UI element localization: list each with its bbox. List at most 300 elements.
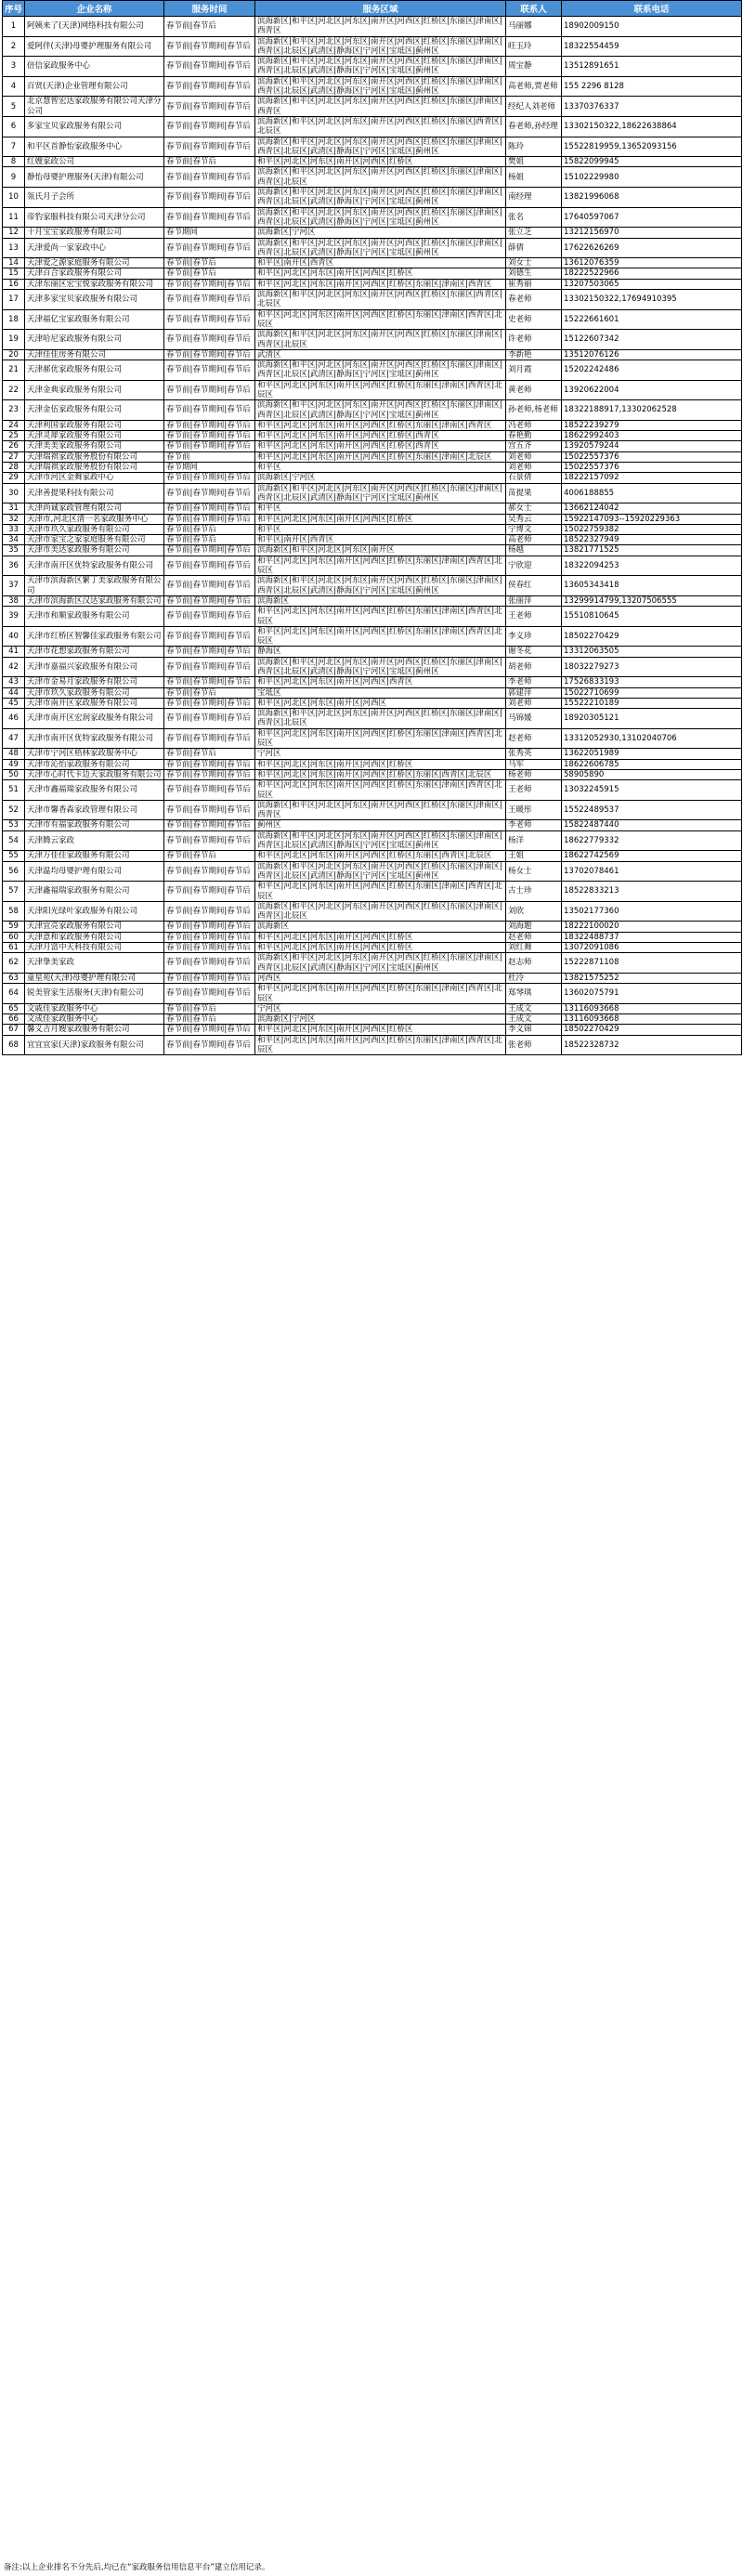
cell-contact: 王姐 xyxy=(506,851,562,861)
cell-company: 天津百合家政服务有限公司 xyxy=(25,268,164,279)
cell-company: 天津市美达家政服务有限公司 xyxy=(25,545,164,556)
cell-contact: 刘德生 xyxy=(506,268,562,279)
cell-contact: 刘红舞 xyxy=(506,943,562,953)
cell-no: 55 xyxy=(3,851,25,861)
cell-company: 天津市家宝之家家庭服务有限公司 xyxy=(25,535,164,545)
cell-service-time: 春节期间 xyxy=(164,228,255,238)
cell-contact: 侯春红 xyxy=(506,576,562,596)
table-row xyxy=(3,483,742,503)
cell-service-area: 和平区|河北区|河东区|南开区|河西区|红桥区|东丽区|津南区|西青区|北辰区 xyxy=(255,626,506,647)
cell-service-time: 春节前|春节期间|春节后 xyxy=(164,76,255,97)
header-service-area: 服务区域 xyxy=(255,1,506,17)
cell-service-time: 春节前|春节期间|春节后 xyxy=(164,830,255,851)
cell-contact: 薛倩 xyxy=(506,238,562,258)
cell-phone: 15102229980 xyxy=(562,167,742,188)
cell-company: 红嫂家政公司 xyxy=(25,157,164,167)
cell-contact: 谢冬花 xyxy=(506,647,562,657)
cell-service-time: 春节前|春节期间|春节后 xyxy=(164,698,255,708)
cell-service-area: 和平区|河北区|河东区|南开区|河西区|红桥区|西青区 xyxy=(255,431,506,441)
cell-service-area: 河西区 xyxy=(255,973,506,983)
cell-contact: 樊姐 xyxy=(506,157,562,167)
cell-contact: 周宝静 xyxy=(506,57,562,77)
cell-phone: 4006188855 xyxy=(562,483,742,503)
cell-contact: 旺玉玲 xyxy=(506,36,562,57)
cell-contact: 王成文 xyxy=(506,1014,562,1025)
cell-contact: 赵老师 xyxy=(506,728,562,749)
cell-service-time: 春节前|春节期间|春节后 xyxy=(164,1035,255,1055)
cell-no: 56 xyxy=(3,861,25,882)
cell-service-time: 春节前|春节期间|春节后 xyxy=(164,290,255,310)
cell-service-time: 春节前|春节期间|春节后 xyxy=(164,431,255,441)
cell-service-time: 春节前|春节后 xyxy=(164,535,255,545)
cell-contact: 刘女士 xyxy=(506,258,562,268)
cell-service-area: 和平区|河北区|河东区|南开区|河西区|红桥区 xyxy=(255,157,506,167)
cell-company: 爱阿伴(天津)母婴护理服务有限公司 xyxy=(25,36,164,57)
cell-company: 天津市南开区宏润家政服务有限公司 xyxy=(25,709,164,729)
cell-service-time: 春节前|春节后 xyxy=(164,1014,255,1025)
cell-company: 天津万佳佳家政服务有限公司 xyxy=(25,851,164,861)
cell-service-area: 宁河区 xyxy=(255,749,506,759)
table-row xyxy=(3,17,742,37)
cell-service-time: 春节前|春节期间|春节后 xyxy=(164,882,255,902)
cell-phone: 13212156970 xyxy=(562,228,742,238)
cell-contact: 刘老师 xyxy=(506,451,562,462)
cell-company: 帝豹家服科技有限公司天津分公司 xyxy=(25,207,164,228)
cell-service-time: 春节前|春节期间|春节后 xyxy=(164,973,255,983)
cell-no: 20 xyxy=(3,349,25,360)
cell-service-area: 滨海新区|和平区|河北区|河东区|南开区|河西区|红桥区|东丽区|津南区|西青区|北辰区|武清区|静海区|宁河区|宝坻区|蓟州区 xyxy=(255,483,506,503)
table-row xyxy=(3,759,742,769)
cell-phone: 18322554459 xyxy=(562,36,742,57)
table-row xyxy=(3,1035,742,1055)
cell-phone: 15022557376 xyxy=(562,451,742,462)
cell-service-time: 春节前|春节期间|春节后 xyxy=(164,238,255,258)
header-company: 企业名称 xyxy=(25,1,164,17)
cell-no: 59 xyxy=(3,922,25,932)
cell-contact: 杨姐 xyxy=(506,167,562,188)
cell-contact: 春老师 xyxy=(506,290,562,310)
cell-service-area: 滨海新区|宁河区 xyxy=(255,473,506,483)
cell-no: 60 xyxy=(3,932,25,942)
cell-contact: 张老师 xyxy=(506,1035,562,1055)
cell-company: 天津市心时代卡边天家政服务有限公司 xyxy=(25,769,164,779)
cell-phone: 13207503065 xyxy=(562,279,742,289)
cell-company: 天津月富中天科技有限公司 xyxy=(25,943,164,953)
cell-service-area: 滨海新区|和平区|河北区|河东区|南开区|河西区|红桥区|东丽区|津南区|西青区|北辰区|武清区|静海区|宁河区|宝坻区|蓟州区 xyxy=(255,36,506,57)
cell-contact: 刘海题 xyxy=(506,922,562,932)
table-row xyxy=(3,137,742,157)
cell-service-time: 春节前|春节后 xyxy=(164,268,255,279)
cell-phone: 13602075791 xyxy=(562,984,742,1004)
cell-company: 天津市有福家政服务有限公司 xyxy=(25,820,164,830)
cell-service-area: 和平区|河北区|河东区|南开区|河西区|红桥区|东丽区|津南区|西青区|北辰区 xyxy=(255,780,506,801)
cell-service-area: 武清区 xyxy=(255,349,506,360)
cell-company: 天津市玖久家政服务有限公司 xyxy=(25,687,164,698)
cell-company: 馨义吉月嫂家政服务有限公司 xyxy=(25,1025,164,1035)
cell-phone: 13312052930,13102040706 xyxy=(562,728,742,749)
cell-no: 3 xyxy=(3,57,25,77)
cell-service-area: 和平区|河北区|河东区|南开区|河西区|红桥区|西青区 xyxy=(255,441,506,451)
cell-company: 阿姨来了(天津)网络科技有限公司 xyxy=(25,17,164,37)
cell-company: 文戚佳家政服务中心 xyxy=(25,1003,164,1013)
header-no: 序号 xyxy=(3,1,25,17)
cell-phone: 13370376337 xyxy=(562,97,742,117)
table-row xyxy=(3,400,742,421)
cell-company: 十月宝宝家政服务有限公司 xyxy=(25,228,164,238)
table-header-row xyxy=(3,1,742,17)
table-row xyxy=(3,1003,742,1013)
cell-contact: 李义珍 xyxy=(506,626,562,647)
cell-company: 天津市南开区优特家政服务有限公司 xyxy=(25,556,164,576)
cell-no: 30 xyxy=(3,483,25,503)
cell-contact: 张丽萍 xyxy=(506,595,562,606)
cell-no: 37 xyxy=(3,576,25,596)
cell-service-area: 滨海新区 xyxy=(255,922,506,932)
cell-service-time: 春节前|春节期间|春节后 xyxy=(164,36,255,57)
table-row xyxy=(3,780,742,801)
cell-contact: 郝女士 xyxy=(506,503,562,514)
cell-company: 天津市嘉福兴家政服务有限公司 xyxy=(25,657,164,677)
cell-phone: 13502177360 xyxy=(562,901,742,922)
cell-contact: 郑琴琪 xyxy=(506,984,562,1004)
table-row xyxy=(3,290,742,310)
cell-no: 6 xyxy=(3,116,25,137)
cell-no: 7 xyxy=(3,137,25,157)
cell-service-area: 和平区|河北区|河东区|南开区|河西区|西青区 xyxy=(255,677,506,687)
cell-contact: 杨女士 xyxy=(506,861,562,882)
table-row xyxy=(3,545,742,556)
cell-service-area: 和平区|河北区|河东区|南开区|河西区|红桥区|东丽区|津南区|西青区|北辰区 xyxy=(255,556,506,576)
table-row xyxy=(3,830,742,851)
cell-service-area: 滨海新区|和平区|河北区|河东区|南开区|河西区|红桥区|东丽区|津南区|西青区 xyxy=(255,800,506,820)
cell-phone: 13512076126 xyxy=(562,349,742,360)
cell-contact: 王暖彤 xyxy=(506,800,562,820)
cell-no: 45 xyxy=(3,698,25,708)
cell-phone: 15822487440 xyxy=(562,820,742,830)
cell-phone: 18522327949 xyxy=(562,535,742,545)
cell-company: 锐美管家生活服务(天津)有限公司 xyxy=(25,984,164,1004)
cell-service-area: 滨海新区|和平区|河北区|河东区|南开区|河西区|红桥区|东丽区|津南区|西青区|北辰区|武清区|静海区|宁河区|宝坻区|蓟州区 xyxy=(255,137,506,157)
cell-phone: 13116093668 xyxy=(562,1003,742,1013)
cell-service-time: 春节前|春节期间|春节后 xyxy=(164,116,255,137)
table-row xyxy=(3,524,742,534)
table-row xyxy=(3,157,742,167)
cell-no: 44 xyxy=(3,687,25,698)
cell-phone: 13622051989 xyxy=(562,749,742,759)
cell-service-area: 和平区|河北区|河东区|南开区|河西区|红桥区|东丽区|津南区|西青区|北辰区 xyxy=(255,607,506,627)
cell-company: 和平区首静怡家政服务中心 xyxy=(25,137,164,157)
table-row xyxy=(3,861,742,882)
cell-no: 68 xyxy=(3,1035,25,1055)
cell-no: 15 xyxy=(3,268,25,279)
cell-contact: 赵老师 xyxy=(506,932,562,942)
cell-company: 天津市沁怡家政服务有限公司 xyxy=(25,759,164,769)
cell-no: 40 xyxy=(3,626,25,647)
cell-service-area: 滨海新区|和平区|河北区|河东区|南开区|河西区|红桥区|东丽区|津南区|西青区|北辰区|武清区|静海区|宁河区|宝坻区|蓟州区 xyxy=(255,953,506,974)
cell-phone: 18622992403 xyxy=(562,431,742,441)
table-row xyxy=(3,503,742,514)
cell-service-time: 春节期间 xyxy=(164,463,255,473)
cell-service-time: 春节前|春节期间|春节后 xyxy=(164,503,255,514)
table-row xyxy=(3,535,742,545)
cell-service-time: 春节前|春节期间|春节后 xyxy=(164,780,255,801)
table-row xyxy=(3,228,742,238)
cell-service-area: 滨海新区|和平区|河北区|河东区|南开区|河西区|红桥区|东丽区|津南区|西青区|北辰区|武清区|静海区|宁河区|宝坻区|蓟州区 xyxy=(255,576,506,596)
table-row xyxy=(3,463,742,473)
cell-company: 文成佳家政服务中心 xyxy=(25,1014,164,1025)
cell-company: 天津市和顺家政服务有限公司 xyxy=(25,607,164,627)
cell-phone: 13821996068 xyxy=(562,188,742,208)
table-row xyxy=(3,595,742,606)
cell-service-area: 和平区|河北区|河东区|南开区|河西区|红桥区|东丽区|津南区|西青区|北辰区 xyxy=(255,728,506,749)
cell-contact: 杨老师 xyxy=(506,769,562,779)
cell-contact: 李新艳 xyxy=(506,349,562,360)
cell-contact: 马锦媛 xyxy=(506,709,562,729)
cell-phone: 17526833193 xyxy=(562,677,742,687)
cell-service-area: 宝坻区 xyxy=(255,687,506,698)
table-row xyxy=(3,973,742,983)
cell-contact: 石景倩 xyxy=(506,473,562,483)
cell-service-time: 春节前|春节期间|春节后 xyxy=(164,380,255,400)
table-row xyxy=(3,1025,742,1035)
header-contact: 联系人 xyxy=(506,1,562,17)
cell-contact: 高老师 xyxy=(506,535,562,545)
cell-phone: 13299914799,13207506555 xyxy=(562,595,742,606)
cell-service-time: 春节前|春节期间|春节后 xyxy=(164,483,255,503)
cell-company: 天津市金易月家政服务有限公司 xyxy=(25,677,164,687)
cell-company: 天津意和家政服务有限公司 xyxy=(25,932,164,942)
cell-company: 天津市馨香森家政管理有限公司 xyxy=(25,800,164,820)
cell-no: 22 xyxy=(3,380,25,400)
cell-phone: 15202242486 xyxy=(562,360,742,381)
cell-company: 北京慧智宏达家政服务有限公司天津分公司 xyxy=(25,97,164,117)
cell-no: 42 xyxy=(3,657,25,677)
cell-company: 天津佳佳房务有限公司 xyxy=(25,349,164,360)
cell-phone: 13512891651 xyxy=(562,57,742,77)
cell-no: 66 xyxy=(3,1014,25,1025)
cell-service-time: 春节前|春节期间|春节后 xyxy=(164,441,255,451)
cell-company: 天津市宁河区梧林家政服务中心 xyxy=(25,749,164,759)
cell-contact: 王成文 xyxy=(506,1003,562,1013)
cell-contact: 高老师,贾老师 xyxy=(506,76,562,97)
cell-no: 1 xyxy=(3,17,25,37)
cell-no: 34 xyxy=(3,535,25,545)
table-row xyxy=(3,922,742,932)
cell-company: 多家宝贝家政服务有限公司 xyxy=(25,116,164,137)
cell-no: 33 xyxy=(3,524,25,534)
cell-service-time: 春节前|春节期间|春节后 xyxy=(164,545,255,556)
cell-phone: 18322488737 xyxy=(562,932,742,942)
cell-company: 天津市南开区优特家政服务有限公司 xyxy=(25,728,164,749)
table-row xyxy=(3,749,742,759)
cell-contact: 张立芝 xyxy=(506,228,562,238)
cell-service-time: 春节前|春节期间|春节后 xyxy=(164,901,255,922)
cell-contact: 春艳勤 xyxy=(506,431,562,441)
cell-service-time: 春节前|春节期间|春节后 xyxy=(164,607,255,627)
cell-contact: 南经理 xyxy=(506,188,562,208)
table-row xyxy=(3,309,742,330)
cell-service-time: 春节前|春节期间|春节后 xyxy=(164,647,255,657)
cell-service-area: 滨海新区|宁河区 xyxy=(255,228,506,238)
cell-phone: 15122607342 xyxy=(562,330,742,350)
cell-phone: 17622626269 xyxy=(562,238,742,258)
cell-contact: 胡老师 xyxy=(506,657,562,677)
table-row xyxy=(3,709,742,729)
header-service-time: 服务时间 xyxy=(164,1,255,17)
cell-service-area: 和平区 xyxy=(255,503,506,514)
cell-company: 天津市玖久家政服务有限公司 xyxy=(25,524,164,534)
cell-company: 天津瑞祺家政服务股份有限公司 xyxy=(25,451,164,462)
cell-service-area: 和平区|河北区|河东区|南开区|河西区|红桥区|东丽区|津南区|西青区|北辰区 xyxy=(255,1035,506,1055)
cell-service-area: 滨海新区|和平区|河北区|河东区|南开区|河西区|红桥区|东丽区|津南区|西青区|北辰区|武清区|静海区|宁河区|宝坻区|蓟州区 xyxy=(255,238,506,258)
cell-service-time: 春节前|春节期间|春节后 xyxy=(164,759,255,769)
cell-service-time: 春节前|春节期间|春节后 xyxy=(164,97,255,117)
cell-no: 58 xyxy=(3,901,25,922)
cell-company: 天津市红桥区智馨佳家政服务有限公司 xyxy=(25,626,164,647)
cell-no: 4 xyxy=(3,76,25,97)
cell-contact: 张秀英 xyxy=(506,749,562,759)
cell-no: 46 xyxy=(3,709,25,729)
cell-phone: 13032245915 xyxy=(562,780,742,801)
cell-service-area: 和平区|河北区|河东区|南开区|河西区|红桥区|东丽区|津南区|西青区|北辰区 xyxy=(255,309,506,330)
cell-service-time: 春节前|春节期间|春节后 xyxy=(164,943,255,953)
cell-contact: 杨越 xyxy=(506,545,562,556)
cell-no: 36 xyxy=(3,556,25,576)
cell-phone: 13821771525 xyxy=(562,545,742,556)
cell-service-time: 春节前|春节期间|春节后 xyxy=(164,922,255,932)
cell-no: 35 xyxy=(3,545,25,556)
table-row xyxy=(3,626,742,647)
cell-service-area: 和平区|南开区|西青区 xyxy=(255,535,506,545)
cell-company: 天津善提果科技有限公司 xyxy=(25,483,164,503)
company-table xyxy=(2,0,742,1055)
cell-company: 天津利国家政服务有限公司 xyxy=(25,420,164,430)
cell-contact: 宁欣迎 xyxy=(506,556,562,576)
cell-contact: 宁博文 xyxy=(506,524,562,534)
cell-service-area: 滨海新区 xyxy=(255,595,506,606)
header-phone: 联系电话 xyxy=(562,1,742,17)
table-row xyxy=(3,1014,742,1025)
cell-service-area: 滨海新区|和平区|河北区|河东区|南开区|河西区|红桥区|东丽区|津南区|西青区|北辰区|武清区|静海区|宁河区|宝坻区|蓟州区 xyxy=(255,657,506,677)
cell-phone: 18622779332 xyxy=(562,830,742,851)
cell-service-area: 和平区|河北区|河东区|南开区|河西区|红桥区|东丽区|津南区|北辰区 xyxy=(255,451,506,462)
cell-phone: 15510810645 xyxy=(562,607,742,627)
table-row xyxy=(3,698,742,708)
cell-service-area: 滨海新区|和平区|河北区|河东区|南开区|河西区|红桥区|东丽区|津南区|西青区|北辰区 xyxy=(255,709,506,729)
cell-phone: 18322094253 xyxy=(562,556,742,576)
cell-phone: 13302150322,18622638864 xyxy=(562,116,742,137)
cell-no: 13 xyxy=(3,238,25,258)
cell-phone: 13662124042 xyxy=(562,503,742,514)
table-row xyxy=(3,820,742,830)
cell-contact: 古士珍 xyxy=(506,882,562,902)
cell-service-area: 滨海新区|和平区|河北区|河东区|南开区|河西区|红桥区|东丽区|津南区|西青区|北辰区 xyxy=(255,901,506,922)
table-row xyxy=(3,431,742,441)
cell-service-area: 滨海新区|和平区|河北区|河东区|南开区|河西区|红桥区|东丽区|津南区|西青区|北辰区|武清区|静海区|宁河区|宝坻区|蓟州区 xyxy=(255,861,506,882)
cell-service-area: 滨海新区|和平区|河北区|河东区|南开区|河西区|红桥区|东丽区|津南区|西青区 xyxy=(255,17,506,37)
table-row xyxy=(3,380,742,400)
cell-phone: 18522833213 xyxy=(562,882,742,902)
cell-service-area: 和平区|南开区|西青区 xyxy=(255,258,506,268)
cell-contact: 经纪人刘老师 xyxy=(506,97,562,117)
table-row xyxy=(3,167,742,188)
cell-service-time: 春节前|春节期间|春节后 xyxy=(164,677,255,687)
cell-no: 26 xyxy=(3,441,25,451)
cell-contact: 刘老师 xyxy=(506,463,562,473)
cell-service-area: 滨海新区|和平区|河北区|河东区|南开区|河西区|红桥区|东丽区|津南区|西青区|北辰区|武清区|静海区|宁河区|宝坻区|蓟州区 xyxy=(255,360,506,381)
table-row xyxy=(3,360,742,381)
cell-service-area: 滨海新区|和平区|河北区|河东区|南开区|河西区|红桥区|东丽区|津南区|西青区|北辰区 xyxy=(255,167,506,188)
cell-contact: 黄老师 xyxy=(506,380,562,400)
table-row xyxy=(3,238,742,258)
cell-service-time: 春节前|春节后 xyxy=(164,1003,255,1013)
cell-phone: 13302150322,17694910395 xyxy=(562,290,742,310)
cell-no: 65 xyxy=(3,1003,25,1013)
table-row xyxy=(3,279,742,289)
table-row xyxy=(3,188,742,208)
table-row xyxy=(3,677,742,687)
cell-no: 18 xyxy=(3,309,25,330)
cell-service-area: 滨海新区|和平区|河北区|河东区|南开区|河西区|红桥区|东丽区|津南区|西青区|北辰区|武清区|静海区|宁河区|宝坻区|蓟州区 xyxy=(255,830,506,851)
cell-no: 47 xyxy=(3,728,25,749)
cell-service-time: 春节前|春节后 xyxy=(164,157,255,167)
cell-service-time: 春节前|春节期间|春节后 xyxy=(164,728,255,749)
cell-phone: 15522819959,13652093156 xyxy=(562,137,742,157)
cell-no: 17 xyxy=(3,290,25,310)
cell-company: 天津市鑫福瑞家政服务有限公司 xyxy=(25,780,164,801)
cell-contact: 冯老师 xyxy=(506,420,562,430)
cell-company: 天津爱之源家庭服务有限公司 xyxy=(25,258,164,268)
cell-service-time: 春节前|春节后 xyxy=(164,687,255,698)
table-row xyxy=(3,556,742,576)
cell-no: 24 xyxy=(3,420,25,430)
cell-service-time: 春节前|春节期间|春节后 xyxy=(164,188,255,208)
cell-contact: 杜泠 xyxy=(506,973,562,983)
cell-company: 天津瑞祺家政服务股份有限公司 xyxy=(25,463,164,473)
cell-contact: 王老师 xyxy=(506,607,562,627)
cell-service-area: 滨海新区|和平区|河北区|河东区|南开区|河西区|红桥区|东丽区|津南区|西青区|北辰区|武清区|静海区|宁河区|宝坻区|蓟州区 xyxy=(255,57,506,77)
cell-service-time: 春节前|春节后 xyxy=(164,749,255,759)
table-row xyxy=(3,901,742,922)
cell-phone: 13702078461 xyxy=(562,861,742,882)
cell-phone: 18222100020 xyxy=(562,922,742,932)
cell-no: 53 xyxy=(3,820,25,830)
table-row xyxy=(3,207,742,228)
table-row xyxy=(3,943,742,953)
cell-phone: 15922147093--15920229363 xyxy=(562,514,742,524)
table-row xyxy=(3,728,742,749)
cell-contact: 马军 xyxy=(506,759,562,769)
table-row xyxy=(3,441,742,451)
cell-no: 10 xyxy=(3,188,25,208)
cell-company: 天津市滨海新区汉达家政服务有限公司 xyxy=(25,595,164,606)
table-row xyxy=(3,473,742,483)
cell-no: 16 xyxy=(3,279,25,289)
cell-phone: 15022557376 xyxy=(562,463,742,473)
cell-no: 5 xyxy=(3,97,25,117)
table-row xyxy=(3,258,742,268)
cell-service-area: 滨海新区|和平区|河北区|河东区|南开区|河西区|红桥区|东丽区|西青区|北辰区 xyxy=(255,290,506,310)
cell-contact: 陈玲 xyxy=(506,137,562,157)
cell-service-area: 和平区|河北区|河东区|南开区|河西区|红桥区 xyxy=(255,943,506,953)
cell-phone: 13920579244 xyxy=(562,441,742,451)
cell-service-time: 春节前|春节期间|春节后 xyxy=(164,1025,255,1035)
table-row xyxy=(3,57,742,77)
cell-phone: 15822099945 xyxy=(562,157,742,167)
cell-service-time: 春节前|春节期间|春节后 xyxy=(164,360,255,381)
cell-service-area: 滨海新区|和平区|河北区|河东区|南开区|河西区|红桥区|东丽区|津南区|西青区|北辰区|武清区|静海区|宁河区|宝坻区|蓟州区 xyxy=(255,207,506,228)
cell-no: 57 xyxy=(3,882,25,902)
